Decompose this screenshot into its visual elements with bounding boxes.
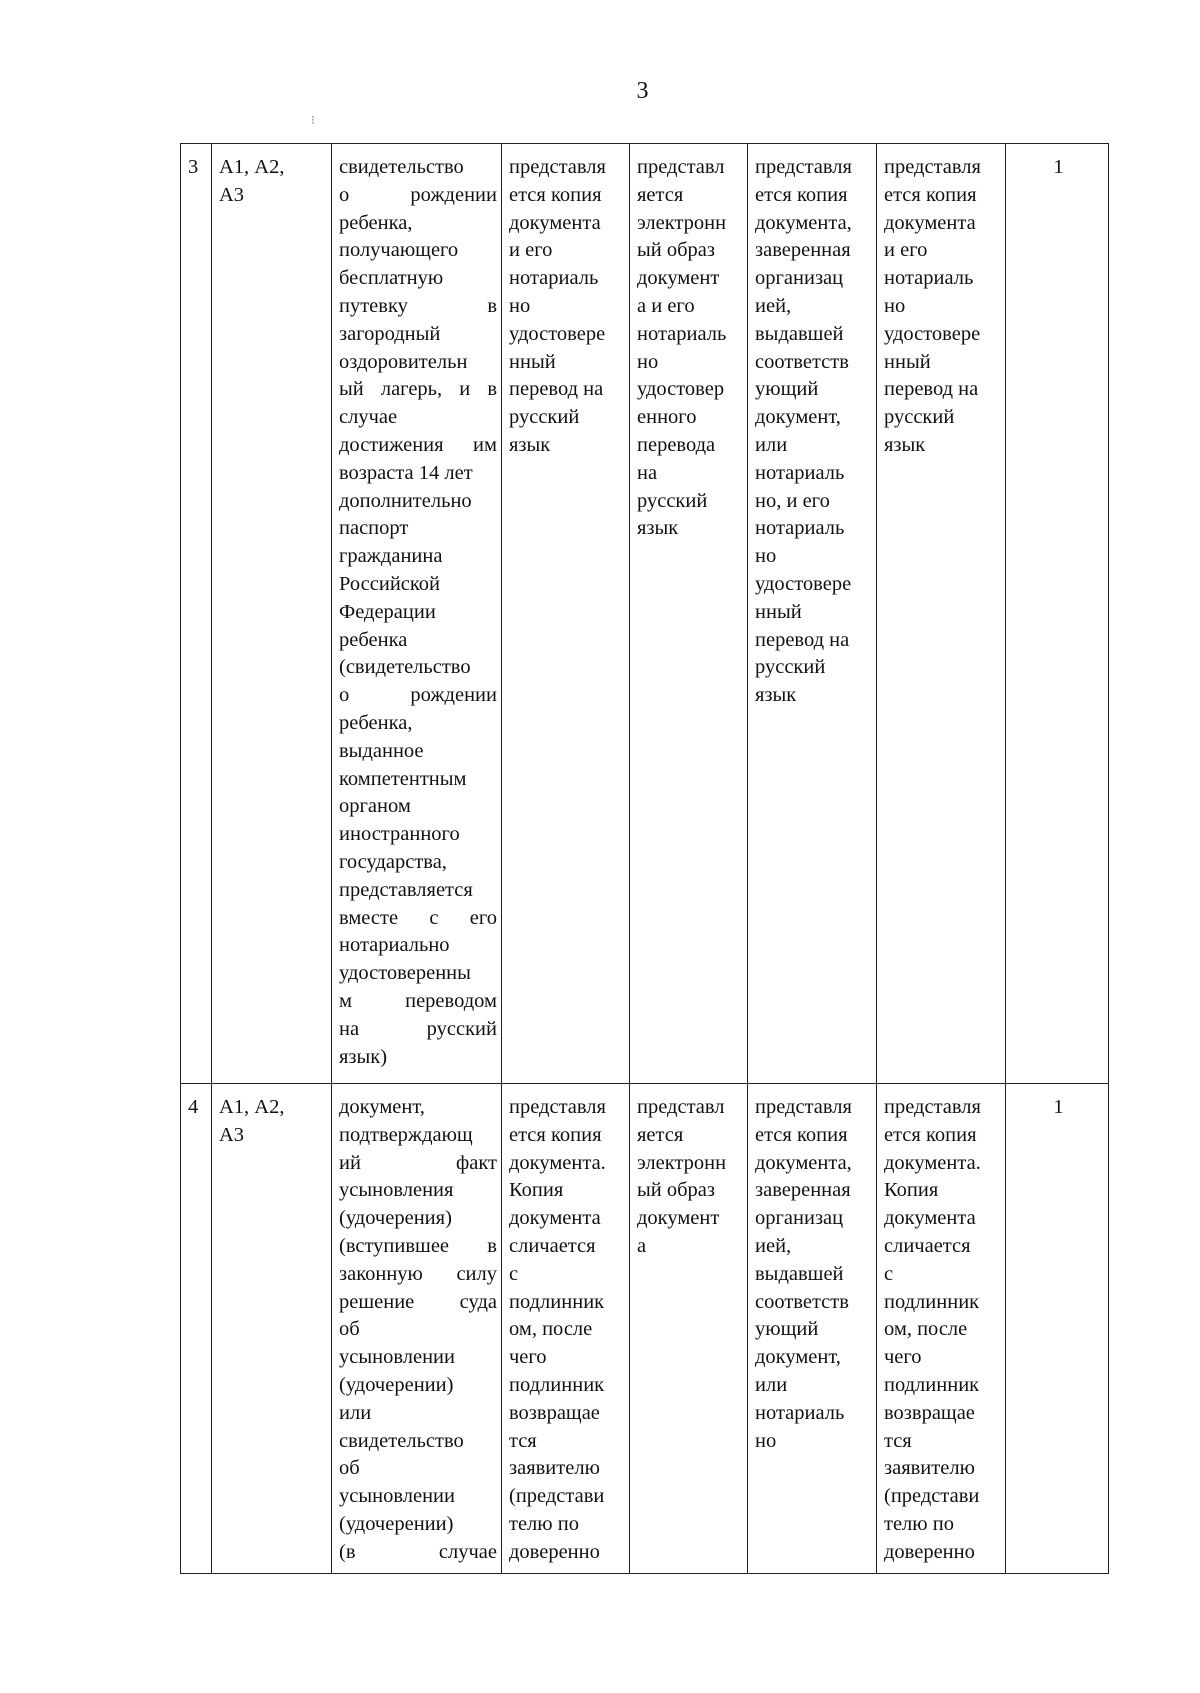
cell-text-line: удостовер: [637, 378, 725, 401]
cell-text-line: ией,: [755, 1234, 792, 1257]
cell-text-line: удостовере: [755, 572, 852, 595]
cell-text-line: язык: [637, 517, 679, 540]
cell-text-line: представля: [509, 156, 606, 178]
cell-text-line: А1, А2,: [219, 1096, 285, 1118]
cell-text-line: организац: [755, 267, 844, 290]
cell-text-line: сличается: [509, 1234, 596, 1257]
cell-text-line: тся: [509, 1429, 537, 1452]
cell-text-line: соответств: [755, 1290, 849, 1313]
cell-text-line: заявителю: [884, 1457, 975, 1480]
cell-text-line: язык: [509, 433, 551, 456]
requirements-table: [180, 143, 1109, 1574]
cell-text-line: документа.: [884, 1151, 981, 1174]
cell-text-line: ется копия: [509, 1123, 602, 1146]
codes-cell: [212, 144, 332, 1084]
document-text-line: о рождении: [339, 183, 497, 206]
cell-text-line: русский: [884, 406, 955, 429]
cell-text-line: электронн: [637, 1151, 727, 1174]
document-text-line: выданное: [339, 739, 424, 762]
cell-text-line: представля: [755, 156, 852, 178]
row-number-cell: [181, 144, 212, 1084]
cell-text-line: перевод на: [509, 378, 604, 401]
document-text-line: Федерации: [339, 600, 436, 623]
cell-text-line: заверенная: [755, 1179, 851, 1202]
cell-text-line: документ: [637, 1207, 720, 1230]
document-text-line: свидетельство: [339, 1429, 464, 1452]
cell-text-line: ется копия: [755, 183, 848, 206]
cell-text-line: русский: [509, 406, 580, 429]
cell-text-line: енного: [637, 406, 697, 429]
cell-text-line: но: [509, 294, 531, 317]
document-text-line: путевку в: [339, 294, 497, 317]
cell-text-line: заверенная: [755, 239, 851, 262]
cell-text-line: нотариаль: [755, 461, 845, 484]
cell-text-line: ом, после: [509, 1318, 593, 1341]
cell-text-line: (представи: [509, 1485, 605, 1508]
cell-text-line: доверенно: [509, 1540, 600, 1563]
document-text-line: государства,: [339, 850, 447, 873]
cell-text-line: документ: [637, 267, 720, 290]
document-text-line: об: [339, 1318, 360, 1341]
cell-text-line: нный: [884, 350, 931, 373]
cell-text-line: ый образ: [637, 1179, 715, 1202]
cell-text-line: подлинник: [884, 1290, 980, 1313]
cell-text-line: нотариаль: [884, 267, 974, 290]
cell-text-line: тся: [884, 1429, 912, 1452]
document-text-line: м переводом: [339, 989, 497, 1012]
document-text-line: нотариально: [339, 934, 450, 957]
document-text-line: документ,: [339, 1096, 425, 1118]
cell-text-line: но: [755, 1429, 777, 1452]
document-text-line: подтверждающ: [339, 1123, 473, 1146]
table-row: [181, 144, 1109, 1084]
document-text-line: усыновлении: [339, 1485, 455, 1508]
scan-speck: ⁝: [311, 113, 315, 127]
document-text-line: (удочерения): [339, 1207, 452, 1230]
cell-text-line: представля: [884, 156, 981, 178]
document-text-line: (удочерении): [339, 1512, 454, 1535]
cell-text-line: доверенно: [884, 1540, 975, 1563]
cell-text-line: язык: [755, 684, 797, 707]
document-text-line: бесплатную: [339, 267, 444, 290]
cell-text-line: но: [755, 545, 777, 568]
row-number: 4: [188, 1096, 199, 1118]
electronic-image-cell: [630, 1084, 748, 1574]
cell-text-line: представля: [509, 1096, 606, 1118]
document-text-line: случае: [339, 406, 398, 429]
cell-text-line: яется: [637, 183, 684, 206]
cell-text-line: нотариаль: [637, 322, 727, 345]
document-text-line: об: [339, 1457, 360, 1480]
cell-text-line: телю по: [884, 1512, 954, 1535]
document-text-line: язык): [339, 1045, 388, 1068]
cell-text-line: ией,: [755, 294, 792, 317]
cell-text-line: подлинник: [884, 1373, 980, 1396]
document-text-line: вместе с его: [339, 906, 497, 929]
cell-text-line: язык: [884, 433, 926, 456]
cell-text-line: представля: [755, 1096, 852, 1118]
cell-text-line: А1, А2,: [219, 156, 285, 178]
cell-text-line: сличается: [884, 1234, 971, 1257]
cell-text-line: документа: [509, 211, 601, 234]
cell-text-line: с: [509, 1262, 519, 1285]
document-text-line: свидетельство: [339, 156, 464, 178]
document-text-line: иностранного: [339, 823, 460, 846]
copy-requirement-alt-cell: [877, 1084, 1006, 1574]
document-text-line: получающего: [339, 239, 459, 262]
cell-text-line: А3: [219, 1123, 245, 1146]
table-row: [181, 1084, 1109, 1574]
cell-text-line: удостовере: [884, 322, 981, 345]
cell-text-line: перевода: [637, 433, 716, 456]
cell-text-line: на: [637, 461, 658, 484]
cell-text-line: возвращае: [884, 1401, 975, 1424]
copy-requirement-cell: [502, 144, 630, 1084]
document-text-line: оздоровительн: [339, 350, 468, 373]
cell-text-line: ется копия: [509, 183, 602, 206]
document-text-line: (в случае: [339, 1540, 497, 1563]
cell-text-line: но, и его: [755, 489, 830, 512]
cell-text-line: нотариаль: [509, 267, 599, 290]
cell-text-line: ется копия: [884, 183, 977, 206]
document-text-line: дополнительно: [339, 489, 472, 512]
cell-text-line: представл: [637, 156, 725, 178]
document-text-line: решение суда: [339, 1290, 497, 1313]
cell-text-line: удостовере: [509, 322, 606, 345]
cell-text-line: документа: [884, 1207, 976, 1230]
cell-text-line: перевод на: [755, 628, 850, 651]
cell-text-line: и его: [884, 239, 928, 262]
cell-text-line: подлинник: [509, 1373, 605, 1396]
document-text-line: Российской: [339, 572, 441, 595]
document-text-line: законную силу: [339, 1262, 497, 1285]
cell-text-line: выдавшей: [755, 1262, 844, 1285]
cell-text-line: представля: [884, 1096, 981, 1118]
document-text-line: усыновлении: [339, 1346, 455, 1369]
document-text-line: ребенка: [339, 628, 408, 651]
cell-text-line: а и его: [637, 294, 695, 317]
cell-text-line: ется копия: [755, 1123, 848, 1146]
cell-text-line: представл: [637, 1096, 725, 1118]
document-text-line: представляется: [339, 878, 473, 901]
cell-text-line: документа,: [755, 1151, 852, 1174]
certified-copy-cell: [748, 1084, 877, 1574]
document-text-line: или: [339, 1401, 372, 1424]
cell-text-line: документа,: [755, 211, 852, 234]
cell-text-line: ующий: [755, 1318, 819, 1341]
document-cell: [332, 1084, 502, 1574]
document-cell: [332, 144, 502, 1084]
cell-text-line: русский: [637, 489, 708, 512]
document-text-line: ребенка,: [339, 711, 413, 734]
cell-text-line: ется копия: [884, 1123, 977, 1146]
certified-copy-cell: [748, 144, 877, 1084]
cell-text-line: выдавшей: [755, 322, 844, 345]
copy-requirement-alt-cell: [877, 144, 1006, 1084]
cell-text-line: перевод на: [884, 378, 979, 401]
cell-text-line: Копия: [884, 1179, 939, 1202]
cell-text-line: но: [637, 350, 659, 373]
document-text-line: загородный: [339, 322, 441, 345]
cell-text-line: или: [755, 1373, 788, 1396]
cell-text-line: документа: [509, 1207, 601, 1230]
document-text-line: (вступившее в: [339, 1234, 497, 1257]
cell-text-line: нный: [755, 600, 802, 623]
row-number-cell: [181, 1084, 212, 1574]
document-text-line: о рождении: [339, 684, 497, 707]
cell-text-line: соответств: [755, 350, 849, 373]
cell-text-line: нотариаль: [755, 1401, 845, 1424]
cell-text-line: с: [884, 1262, 894, 1285]
quantity-value: 1: [1053, 156, 1064, 178]
cell-text-line: Копия: [509, 1179, 564, 1202]
row-number: 3: [188, 156, 199, 178]
cell-text-line: а: [637, 1234, 647, 1257]
cell-text-line: документа: [884, 211, 976, 234]
cell-text-line: чего: [509, 1346, 547, 1369]
document-text-line: усыновления: [339, 1179, 454, 1202]
document-text-line: (свидетельство: [339, 656, 471, 679]
document-text-line: возраста 14 лет: [339, 461, 473, 484]
quantity-cell: [1006, 1084, 1109, 1574]
cell-text-line: русский: [755, 656, 826, 679]
cell-text-line: ующий: [755, 378, 819, 401]
document-text-line: удостоверенны: [339, 962, 471, 985]
cell-text-line: заявителю: [509, 1457, 600, 1480]
quantity-value: 1: [1053, 1096, 1064, 1118]
cell-text-line: нотариаль: [755, 517, 845, 540]
quantity-cell: [1006, 144, 1109, 1084]
cell-text-line: организац: [755, 1207, 844, 1230]
cell-text-line: документа.: [509, 1151, 606, 1174]
document-text-line: органом: [339, 795, 411, 818]
cell-text-line: нный: [509, 350, 556, 373]
document-text-line: на русский: [339, 1017, 497, 1040]
cell-text-line: ом, после: [884, 1318, 968, 1341]
cell-text-line: (представи: [884, 1485, 980, 1508]
page-number: 3: [636, 78, 649, 104]
cell-text-line: яется: [637, 1123, 684, 1146]
cell-text-line: и его: [509, 239, 553, 262]
document-text-line: (удочерении): [339, 1373, 454, 1396]
cell-text-line: документ,: [755, 1346, 841, 1369]
document-text-line: паспорт: [339, 517, 409, 540]
document-text-line: достижения им: [339, 433, 497, 456]
cell-text-line: телю по: [509, 1512, 579, 1535]
cell-text-line: А3: [219, 183, 245, 206]
cell-text-line: подлинник: [509, 1290, 605, 1313]
document-text-line: гражданина: [339, 545, 443, 568]
document-text-line: ый лагерь, и в: [339, 378, 497, 401]
cell-text-line: ый образ: [637, 239, 715, 262]
copy-requirement-cell: [502, 1084, 630, 1574]
cell-text-line: электронн: [637, 211, 727, 234]
document-text-line: ий факт: [339, 1151, 497, 1174]
cell-text-line: но: [884, 294, 906, 317]
document-text-line: компетентным: [339, 767, 467, 790]
cell-text-line: возвращае: [509, 1401, 600, 1424]
cell-text-line: чего: [884, 1346, 922, 1369]
cell-text-line: документ,: [755, 406, 841, 429]
document-text-line: ребенка,: [339, 211, 413, 234]
codes-cell: [212, 1084, 332, 1574]
cell-text-line: или: [755, 433, 788, 456]
electronic-image-cell: [630, 144, 748, 1084]
